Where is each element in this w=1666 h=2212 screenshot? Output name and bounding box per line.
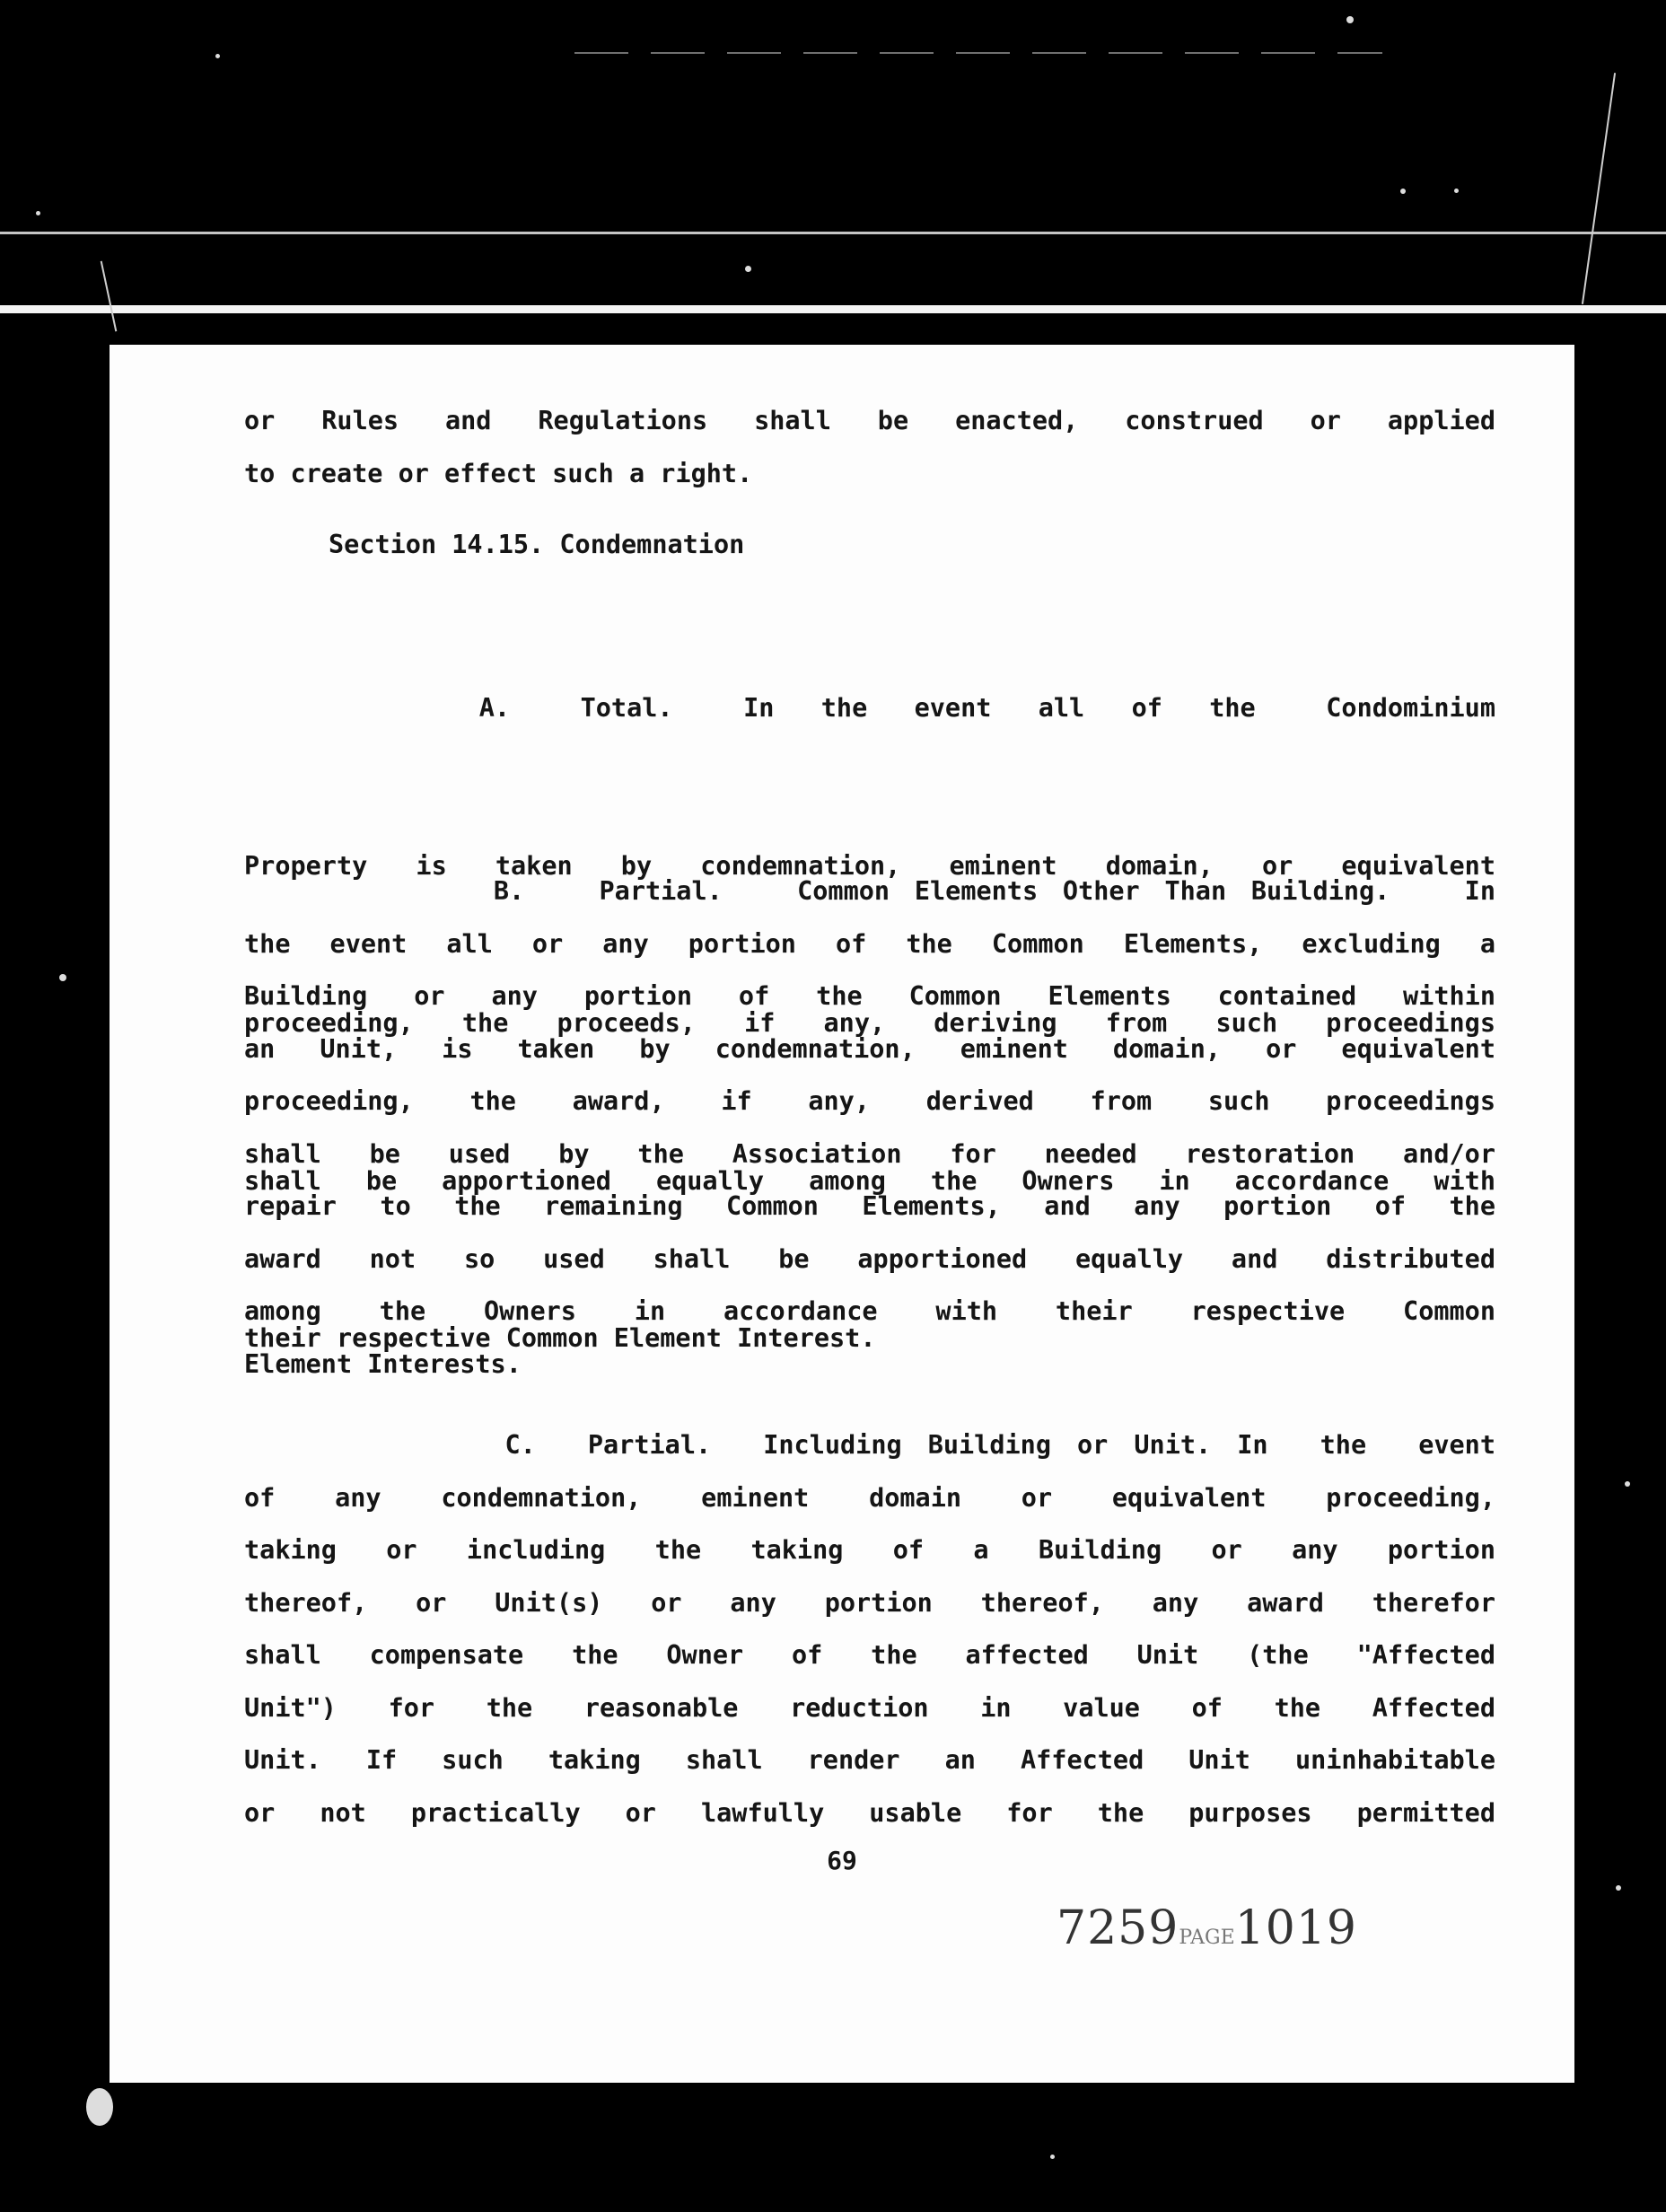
scan-artifact-scratch xyxy=(1582,73,1616,304)
scan-speck xyxy=(1400,189,1406,194)
scan-speck xyxy=(1050,2155,1055,2159)
paragraph-partial-c xyxy=(244,1419,1495,1839)
text-line: Unit. If such taking shall render an Affected Unit uninhabitable xyxy=(244,1745,1495,1775)
text-line: Property is taken by condemnation, eminent domain, or equivalent xyxy=(244,850,1495,881)
paragraph-intro xyxy=(244,395,1495,500)
scan-artifact-line xyxy=(574,52,1382,54)
text-line: proceeding, the proceeds, if any, deriving from such proceedings xyxy=(244,1008,1495,1038)
text-line: award not so used shall be apportioned equally and distributed xyxy=(244,1243,1495,1274)
stamp-page-label: PAGE xyxy=(1179,1927,1235,1949)
text-line: of any condemnation, eminent domain or equivalent proceeding, xyxy=(244,1482,1495,1513)
scan-artifact-scratch xyxy=(101,261,118,332)
text-line: C. Partial. Including Building or Unit. In the event xyxy=(244,1430,1495,1460)
scan-speck xyxy=(36,211,40,215)
scan-speck xyxy=(1616,1885,1621,1891)
scan-speck xyxy=(59,974,66,981)
text-line: taking or including the taking of a Building or any portion xyxy=(244,1535,1495,1565)
text-line: proceeding, the award, if any, derived from such proceedings xyxy=(244,1086,1495,1116)
stamp-page-number: 1019 xyxy=(1234,1901,1357,1955)
scan-artifact-rule xyxy=(0,305,1666,313)
text-line: among the Owners in accordance with their respective Common xyxy=(244,1296,1495,1326)
text-line: repair to the remaining Common Elements, and any portion of the xyxy=(244,1191,1495,1221)
page-number: 69 xyxy=(827,1846,857,1875)
text-line: thereof, or Unit(s) or any portion thereof, any award therefor xyxy=(244,1587,1495,1618)
text-line: the event all or any portion of the Common Elements, excluding a xyxy=(244,928,1495,959)
text-line: to create or effect such a right. xyxy=(244,458,753,488)
text-line: Unit") for the reasonable reduction in value of the Affected xyxy=(244,1692,1495,1723)
text-line: shall be apportioned equally among the Owners in accordance with xyxy=(244,1165,1495,1196)
scan-speck xyxy=(1625,1481,1630,1487)
scan-speck xyxy=(1346,16,1354,23)
text-line: shall be used by the Association for needed restoration and/or xyxy=(244,1138,1495,1169)
text-line: or not practically or lawfully usable for the purposes permitted xyxy=(244,1797,1495,1828)
paragraph-partial-b xyxy=(244,865,1495,1391)
text-line: an Unit, is taken by condemnation, eminent domain, or equivalent xyxy=(244,1033,1495,1064)
stamp-book-number: 7259 xyxy=(1057,1901,1179,1955)
text-line: shall compensate the Owner of the affected Unit (the "Affected xyxy=(244,1640,1495,1670)
scan-speck xyxy=(86,2088,113,2126)
scan-speck xyxy=(215,54,220,58)
text-line: Building or any portion of the Common Elements contained within xyxy=(244,981,1495,1011)
scan-speck xyxy=(745,266,751,272)
text-line: or Rules and Regulations shall be enacted, construed or applied xyxy=(244,406,1495,435)
scan-speck xyxy=(1454,189,1459,193)
scan-artifact-rule xyxy=(0,232,1666,234)
recording-stamp xyxy=(1057,1901,1357,1955)
text-line: B. Partial. Common Elements Other Than Building. In xyxy=(244,876,1495,906)
document-page xyxy=(110,345,1574,2083)
text-line: their respective Common Element Interest. xyxy=(244,1323,876,1353)
text-line: A. Total. In the event all of the Condominium xyxy=(244,693,1495,723)
section-heading: Section 14.15. Condemnation xyxy=(329,530,745,559)
text-line: Element Interests. xyxy=(244,1348,522,1379)
